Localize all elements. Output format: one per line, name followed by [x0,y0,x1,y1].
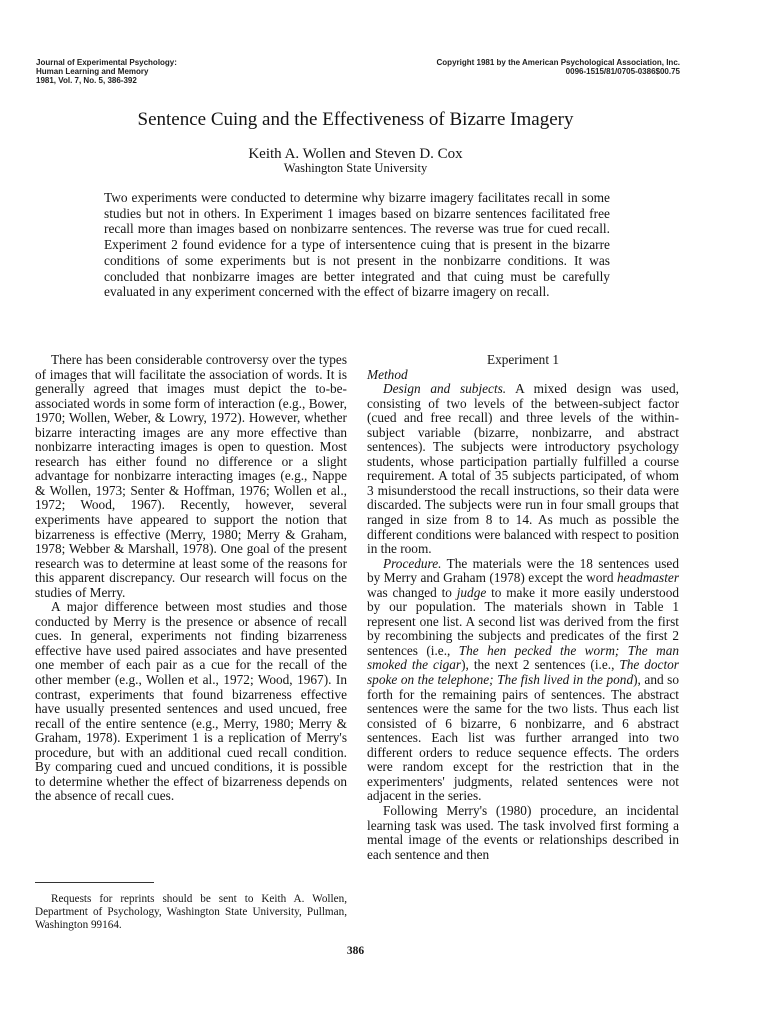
procedure-paragraph [367,557,679,804]
example-sentences-2: The doctor spoke on the telephone; The fish lived in the pond [367,657,679,688]
abstract: Two experiments were conducted to determine why bizarre imagery facilitates recall in some studies but not in others. In Experiment 1 images based on bizarre sentences facilitated free recall more than images based on nonbizarre sentences. The reverse was true for cued recall. Experiment 2 found evidence for a type of intersentence cuing that is present in the bizarre conditions of some experiments but is not present in the nonbizarre conditions. It was concluded that nonbizarre images are better integrated and that cuing must be carefully evaluated in any experiment concerned with the effect of bizarre imagery on recall. [104,190,610,300]
word-headmaster: headmaster [616,570,679,586]
example-sentences-1: The hen pecked the worm; The man smoked the cigar [367,642,679,673]
article-title: Sentence Cuing and the Effectiveness of Bizarre Imagery [137,109,574,130]
journal-volume: 1981, Vol. 7, No. 5, 386-392 [36,76,137,85]
intro-paragraph: There has been considerable controversy over the types of images that will facilitate the association of words. It is generally agreed that images must depict the to-be-associated words in some form of interaction (e.g., Bower, 1970; Wollen, Weber, & Lowry, 1972). However, whether bizarre interacting images are any more effective than nonbizarre interacting images is open to question. Most research has either found no difference or a slight advantage for nonbizarre interacting images (e.g., Nappe & Wollen, 1973; Senter & Hoffman, 1976; Wollen et al., 1972; Wood, 1967). Recently, however, several experiments have appeared to support the notion that bizarreness is effective (Merry, 1980; Merry & Graham, 1978; Webber & Marshall, 1978). One goal of the present research was to determine at least some of the reasons for this apparent discrepancy. Our research will focus on the studies of Merry. [35,352,347,600]
procedure-text: was changed to [367,584,452,600]
copyright-line: Copyright 1981 by the American Psychological Association, Inc. [436,58,680,67]
copyright-notice [437,58,680,76]
experiment-heading: Experiment 1 [486,352,559,367]
procedure-text: to make it more easily understood by our population. The materials shown in Table 1 represent one list. A second list was derived from the first by recombining the subjects and predicates of the first 2 sentences (i.e., [367,584,679,658]
incidental-learning-paragraph: Following Merry's (1980) procedure, an incidental learning task was used. The task involved first forming a mental image of the events or relationships described in each sentence and then [367,802,679,862]
procedure-text: The materials were the 18 sentences used by Merry and Graham (1978) except the word [367,555,679,586]
word-judge: judge [456,584,487,600]
page-number: 386 [346,945,365,957]
procedure-text: ), and so forth for the remaining pairs of sentences. The abstract sentences were the same for the two lists. Thus each list consisted of 6 bizarre, 6 nonbizarre, and 6 abstract sentences. Each list was further arranged into two different orders to reduce sequence effects. The orders were random except for the restriction that in the experimenters' judgments, related sentences were not adjacent in the series. [367,672,679,804]
journal-name: Journal of Experimental Psychology: [36,58,177,67]
left-column [35,353,347,804]
footnote: Requests for reprints should be sent to Keith A. Wollen, Department of Psychology, Washington State University, Pullman, Washington 99164. [35,893,347,931]
authors: Keith A. Wollen and Steven D. Cox [248,146,463,162]
intro-paragraph-2: A major difference between most studies and those conducted by Merry is the presence or absence of recall cues. In general, experiments not finding bizarreness effective have used paired associates and have presented one member of each pair as a cue for the recall of the other member (e.g., Wollen et al., 1972; Wood, 1967). In contrast, experiments that found bizarreness effective have usually presented sentences and used uncued, free recall of the entire sentence (e.g., Merry, 1980; Merry & Graham, 1978). Experiment 1 is a replication of Merry's procedure, but with an additional cued recall condition. By comparing cued and uncued conditions, it is possible to determine whether the effect of bizarreness depends on the absence of recall cues. [35,599,347,804]
journal-citation [36,58,177,85]
design-text: A mixed design was used, consisting of two levels of the between-subject factor (cued and free recall) and three levels of the within-subject variable (bizarre, nonbizarre, and abstract sentences). The subjects were introductory psychology students, whose participation partially fulfilled a course requirement. A total of 35 subjects participated, of whom 3 misunderstood the recall instructions, so their data were discarded. The subjects were run in four small groups that ranged in size from 8 to 14. As much as possible the different conditions were balanced with respect to position in the room. [367,381,679,557]
right-column [367,353,679,862]
journal-subtitle: Human Learning and Memory [36,67,149,76]
design-label: Design and subjects. [383,381,507,397]
affiliation: Washington State University [283,161,428,175]
design-paragraph [367,382,679,557]
article-code: 0096-1515/81/0705-0386$00.75 [565,67,680,76]
method-heading: Method [367,366,408,382]
footnote-rule [35,882,154,883]
procedure-text: ), the next 2 sentences (i.e., [461,657,615,673]
procedure-label: Procedure. [383,555,442,571]
